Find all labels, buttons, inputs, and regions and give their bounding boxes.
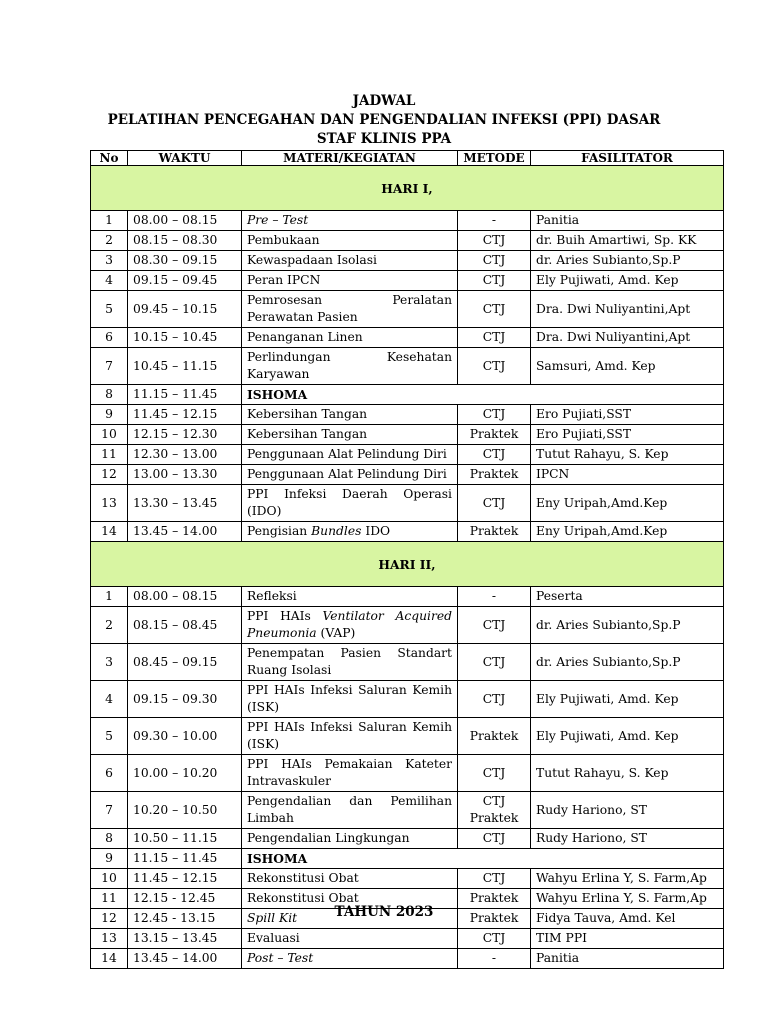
row-facilitator: Ero Pujiati,SST (531, 425, 724, 445)
row-method (458, 328, 531, 348)
topic-text: Rekonstitusi Obat (247, 871, 359, 885)
topic-text: Penanganan Linen (247, 330, 363, 344)
row-no: 13 (91, 485, 128, 522)
table-row (91, 718, 724, 755)
row-method (458, 869, 531, 889)
header-materi: MATERI/KEGIATAN (242, 151, 458, 166)
method-text: - (491, 951, 497, 965)
topic-text: Kebersihan Tangan (247, 427, 368, 441)
header-metode: METODE (458, 151, 531, 166)
title-line-1: JADWAL (352, 93, 416, 109)
topic-text: PPI Infeksi Daerah Operasi (IDO) (247, 487, 452, 518)
topic-text: Post – Test (247, 951, 314, 965)
row-method (458, 291, 531, 328)
row-topic (242, 485, 458, 522)
row-no: 2 (91, 607, 128, 644)
row-method (458, 445, 531, 465)
row-facilitator: TIM PPI (531, 929, 724, 949)
row-facilitator: Ely Pujiwati, Amd. Kep (531, 271, 724, 291)
table-row (91, 211, 724, 231)
method-text: CTJ (482, 794, 506, 808)
row-time: 12.45 - 13.15 (128, 909, 242, 929)
topic-text: PPI HAIs (247, 609, 323, 623)
row-method (458, 755, 531, 792)
method-text: Praktek (469, 911, 519, 925)
row-topic (242, 607, 458, 644)
row-topic (242, 405, 458, 425)
row-facilitator: dr. Aries Subianto,Sp.P (531, 251, 724, 271)
row-no: 4 (91, 681, 128, 718)
table-row (91, 251, 724, 271)
topic-text: IDO (361, 524, 391, 538)
row-facilitator: dr. Aries Subianto,Sp.P (531, 607, 724, 644)
row-no: 12 (91, 909, 128, 929)
table-row (91, 755, 724, 792)
row-break: ISHOMA (242, 849, 724, 869)
row-topic (242, 445, 458, 465)
row-no: 3 (91, 251, 128, 271)
row-time: 09.30 – 10.00 (128, 718, 242, 755)
method-text: CTJ (482, 931, 506, 945)
row-no: 5 (91, 718, 128, 755)
table-row (91, 485, 724, 522)
row-time: 11.45 – 12.15 (128, 405, 242, 425)
method-text: CTJ (482, 831, 506, 845)
row-no: 11 (91, 889, 128, 909)
row-facilitator: Ely Pujiwati, Amd. Kep (531, 718, 724, 755)
day-label: HARI I, (91, 166, 724, 211)
table-row (91, 328, 724, 348)
row-method (458, 348, 531, 385)
row-method (458, 587, 531, 607)
row-no: 1 (91, 211, 128, 231)
row-no: 1 (91, 587, 128, 607)
row-topic (242, 718, 458, 755)
topic-text: Pre – Test (247, 213, 309, 227)
topic-text: Penempatan Pasien Standart Ruang Isolasi (247, 646, 452, 677)
row-no: 10 (91, 869, 128, 889)
row-topic (242, 949, 458, 969)
method-text: Praktek (469, 427, 519, 441)
row-topic (242, 929, 458, 949)
row-facilitator: dr. Buih Amartiwi, Sp. KK (531, 231, 724, 251)
row-method (458, 792, 531, 829)
row-topic (242, 829, 458, 849)
title-line-3: STAF KLINIS PPA (316, 131, 452, 147)
row-time: 08.45 – 09.15 (128, 644, 242, 681)
method-text: CTJ (482, 273, 506, 287)
method-text: CTJ (482, 358, 506, 373)
row-method (458, 829, 531, 849)
topic-italic-text: Bundles (311, 524, 362, 538)
row-time: 08.00 – 08.15 (128, 211, 242, 231)
method-text: Praktek (469, 524, 519, 538)
row-time: 08.15 – 08.45 (128, 607, 242, 644)
table-row (91, 607, 724, 644)
row-method (458, 231, 531, 251)
row-no: 13 (91, 929, 128, 949)
row-time: 13.15 – 13.45 (128, 929, 242, 949)
row-method (458, 681, 531, 718)
row-time: 10.45 – 11.15 (128, 348, 242, 385)
row-topic (242, 522, 458, 542)
row-topic (242, 465, 458, 485)
row-method (458, 211, 531, 231)
topic-text: Pengendalian Lingkungan (247, 831, 410, 845)
table-header-row (91, 151, 724, 166)
topic-text: (VAP) (316, 626, 356, 640)
row-time: 12.15 – 12.30 (128, 425, 242, 445)
method-text: CTJ (482, 330, 506, 344)
schedule-table (90, 150, 724, 969)
row-topic (242, 644, 458, 681)
method-text: CTJ (482, 301, 506, 316)
row-facilitator: Ero Pujiati,SST (531, 405, 724, 425)
row-no: 9 (91, 849, 128, 869)
row-facilitator: Tutut Rahayu, S. Kep (531, 755, 724, 792)
topic-text: Pengisian (247, 524, 312, 538)
row-topic (242, 291, 458, 328)
row-method (458, 485, 531, 522)
row-facilitator: Ely Pujiwati, Amd. Kep (531, 681, 724, 718)
row-no: 9 (91, 405, 128, 425)
topic-text: Evaluasi (247, 931, 300, 945)
table-row (91, 587, 724, 607)
topic-text: Perlindungan Kesehatan Karyawan (247, 350, 452, 381)
row-time: 08.00 – 08.15 (128, 587, 242, 607)
topic-text: Pembukaan (247, 233, 320, 247)
row-topic (242, 251, 458, 271)
row-time: 09.45 – 10.15 (128, 291, 242, 328)
row-facilitator: Samsuri, Amd. Kep (531, 348, 724, 385)
table-row (91, 465, 724, 485)
row-time: 10.20 – 10.50 (128, 792, 242, 829)
row-no: 14 (91, 522, 128, 542)
table-row (91, 291, 724, 328)
row-method (458, 644, 531, 681)
table-row (91, 792, 724, 829)
topic-text: Kewaspadaan Isolasi (247, 253, 377, 267)
row-no: 2 (91, 231, 128, 251)
row-time: 10.15 – 10.45 (128, 328, 242, 348)
method-text: CTJ (482, 495, 506, 510)
document-title (0, 92, 768, 149)
table-row (91, 949, 724, 969)
method-text: - (491, 589, 497, 603)
row-method (458, 251, 531, 271)
row-no: 5 (91, 291, 128, 328)
table-row (91, 231, 724, 251)
row-no: 8 (91, 385, 128, 405)
row-facilitator: Panitia (531, 949, 724, 969)
header-waktu: WAKTU (128, 151, 242, 166)
table-row (91, 929, 724, 949)
row-facilitator: Rudy Hariono, ST (531, 829, 724, 849)
row-method (458, 949, 531, 969)
row-facilitator: Tutut Rahayu, S. Kep (531, 445, 724, 465)
method-text: CTJ (482, 233, 506, 247)
row-time: 13.45 – 14.00 (128, 522, 242, 542)
row-time: 09.15 – 09.45 (128, 271, 242, 291)
row-time: 08.30 – 09.15 (128, 251, 242, 271)
row-time: 12.15 - 12.45 (128, 889, 242, 909)
row-method (458, 522, 531, 542)
row-time: 09.15 – 09.30 (128, 681, 242, 718)
method-text: CTJ (482, 447, 506, 461)
method-text: CTJ (482, 407, 506, 421)
row-facilitator: Peserta (531, 587, 724, 607)
topic-text: Pemrosesan Peralatan Perawatan Pasien (247, 293, 452, 324)
row-topic (242, 348, 458, 385)
row-facilitator: Wahyu Erlina Y, S. Farm,Ap (531, 869, 724, 889)
row-facilitator: Dra. Dwi Nuliyantini,Apt (531, 291, 724, 328)
row-time: 10.50 – 11.15 (128, 829, 242, 849)
method-text: CTJ (482, 617, 506, 632)
row-method (458, 425, 531, 445)
row-facilitator: Dra. Dwi Nuliyantini,Apt (531, 328, 724, 348)
row-facilitator: Eny Uripah,Amd.Kep (531, 485, 724, 522)
method-text: CTJ (482, 691, 506, 706)
row-facilitator: Panitia (531, 211, 724, 231)
header-no: No (91, 151, 128, 166)
topic-text: Penggunaan Alat Pelindung Diri (247, 447, 447, 461)
row-facilitator: IPCN (531, 465, 724, 485)
topic-text: Spill Kit (247, 911, 298, 925)
row-topic (242, 681, 458, 718)
table-row (91, 522, 724, 542)
topic-text: PPI HAIs Infeksi Saluran Kemih (ISK) (247, 683, 452, 714)
row-time: 11.15 – 11.45 (128, 849, 242, 869)
row-topic (242, 425, 458, 445)
row-time: 13.30 – 13.45 (128, 485, 242, 522)
table-row (91, 348, 724, 385)
row-no: 7 (91, 348, 128, 385)
table-row (91, 385, 724, 405)
method-text: - (491, 213, 497, 227)
row-method (458, 271, 531, 291)
row-facilitator: Rudy Hariono, ST (531, 792, 724, 829)
method-text: Praktek (469, 891, 519, 905)
row-time: 11.15 – 11.45 (128, 385, 242, 405)
row-facilitator: Eny Uripah,Amd.Kep (531, 522, 724, 542)
row-topic (242, 231, 458, 251)
row-facilitator: Fidya Tauva, Amd. Kel (531, 909, 724, 929)
method-text: Praktek (469, 811, 519, 825)
row-topic (242, 328, 458, 348)
row-facilitator: Wahyu Erlina Y, S. Farm,Ap (531, 889, 724, 909)
row-topic (242, 271, 458, 291)
method-text: CTJ (482, 654, 506, 669)
row-method (458, 465, 531, 485)
row-topic (242, 869, 458, 889)
table-row (91, 869, 724, 889)
row-no: 3 (91, 644, 128, 681)
row-no: 14 (91, 949, 128, 969)
row-no: 10 (91, 425, 128, 445)
row-method (458, 405, 531, 425)
method-text: CTJ (482, 765, 506, 780)
day-header-row (91, 166, 724, 211)
table-row (91, 849, 724, 869)
row-time: 13.45 – 14.00 (128, 949, 242, 969)
table-row (91, 425, 724, 445)
row-facilitator: dr. Aries Subianto,Sp.P (531, 644, 724, 681)
topic-text: PPI HAIs Pemakaian Kateter Intravaskuler (247, 757, 452, 788)
row-time: 10.00 – 10.20 (128, 755, 242, 792)
method-text: CTJ (482, 871, 506, 885)
row-no: 8 (91, 829, 128, 849)
row-time: 11.45 – 12.15 (128, 869, 242, 889)
table-row (91, 271, 724, 291)
row-no: 6 (91, 755, 128, 792)
row-time: 12.30 – 13.00 (128, 445, 242, 465)
header-fasilitator: FASILITATOR (531, 151, 724, 166)
topic-text: Rekonstitusi Obat (247, 891, 359, 905)
row-no: 6 (91, 328, 128, 348)
method-text: Praktek (469, 467, 519, 481)
row-no: 7 (91, 792, 128, 829)
row-time: 08.15 – 08.30 (128, 231, 242, 251)
year-footer: TAHUN 2023 (334, 904, 434, 920)
day-label: HARI II, (91, 542, 724, 587)
topic-text: PPI HAIs Infeksi Saluran Kemih (ISK) (247, 720, 452, 751)
row-no: 4 (91, 271, 128, 291)
topic-text: Penggunaan Alat Pelindung Diri (247, 467, 447, 481)
row-topic (242, 211, 458, 231)
row-no: 12 (91, 465, 128, 485)
row-topic (242, 755, 458, 792)
table-row (91, 829, 724, 849)
row-method (458, 718, 531, 755)
table-row (91, 644, 724, 681)
title-line-2: PELATIHAN PENCEGAHAN DAN PENGENDALIAN INFEKSI (PPI) DASAR (107, 112, 661, 128)
topic-text: Peran IPCN (247, 273, 321, 287)
table-row (91, 405, 724, 425)
row-time: 13.00 – 13.30 (128, 465, 242, 485)
topic-text: Kebersihan Tangan (247, 407, 368, 421)
table-row (91, 445, 724, 465)
method-text: CTJ (482, 253, 506, 267)
row-method (458, 607, 531, 644)
row-no: 11 (91, 445, 128, 465)
row-method (458, 929, 531, 949)
row-break: ISHOMA (242, 385, 724, 405)
method-text: Praktek (469, 728, 519, 743)
day-header-row (91, 542, 724, 587)
topic-text: Pengendalian dan Pemilihan Limbah (247, 794, 452, 825)
topic-text: Refleksi (247, 589, 297, 603)
row-topic (242, 792, 458, 829)
table-row (91, 681, 724, 718)
topic-italic-text: Ventilator Acquired Pneumonia (247, 609, 452, 640)
row-topic (242, 587, 458, 607)
